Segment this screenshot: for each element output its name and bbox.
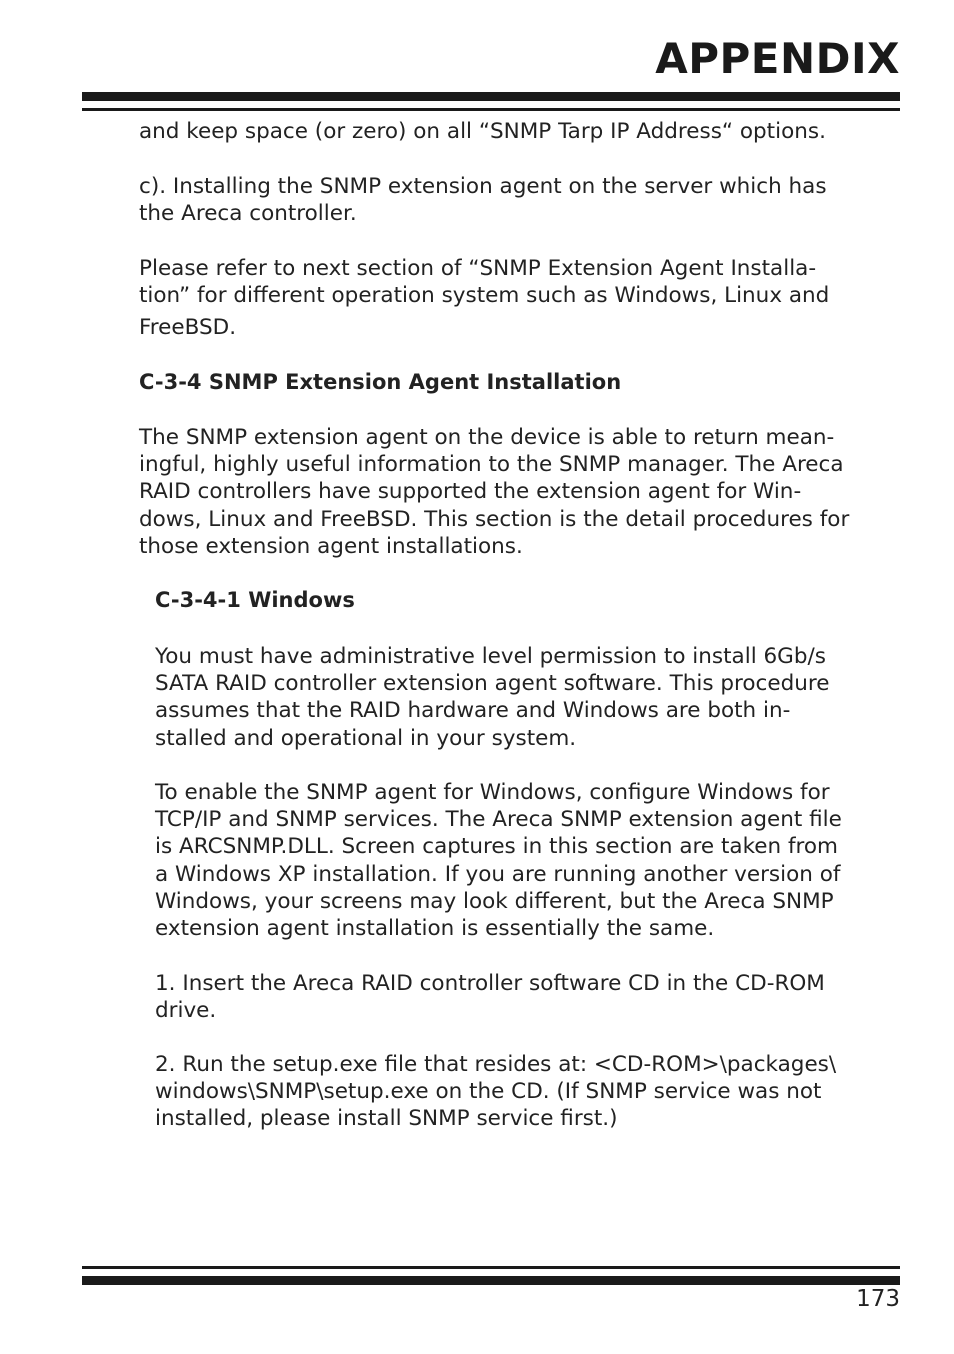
step-2-run-setup [155,1051,915,1133]
text-line: those extension agent installations. [139,533,523,559]
text-line: c). Installing the SNMP extension agent on the server which has [139,174,827,199]
text-line: To enable the SNMP agent for Windows, configure Windows for [155,780,830,805]
text-line: You must have administrative level permission to install 6Gb/s [155,644,826,669]
section-heading-c-3-4 [139,369,909,396]
paragraph-admin-permission [155,643,915,752]
text-line: 1. Insert the Areca RAID controller software CD in the CD-ROM [155,971,825,996]
heading-text: C-3-4-1 Windows [155,588,355,612]
text-line: The SNMP extension agent on the device is able to return mean- [139,425,835,450]
paragraph-extension-agent [139,424,909,560]
text-line: is ARCSNMP.DLL. Screen captures in this section are taken from [155,834,838,860]
footer-rule-thin [82,1266,900,1269]
footer-rule-thick [82,1276,900,1285]
section-heading-c-3-4-1 [155,587,915,614]
text-line: 2. Run the setup.exe file that resides at: <CD-ROM>\packages\ [155,1052,837,1077]
paragraph-enable-snmp [155,779,915,942]
text-line: stalled and operational in your system. [155,725,577,751]
text-line: windows\SNMP\setup.exe on the CD. (If SNMP service was not [155,1079,822,1105]
text-line: TCP/IP and SNMP services. The Areca SNMP extension agent file [155,807,842,833]
paragraph-installing-agent [139,173,909,227]
text-line: tion” for different operation system such as Windows, Linux and [139,283,830,309]
text-line: installed, please install SNMP service first.) [155,1106,618,1132]
text-line: a Windows XP installation. If you are running another version of [155,861,841,887]
page-header-title: APPENDIX [655,34,900,83]
text-line: FreeBSD. [139,315,237,341]
text-line: and keep space (or zero) on all “SNMP Tarp IP Address“ options. [139,119,826,144]
text-line: Windows, your screens may look different, but the Areca SNMP [155,888,834,914]
paragraph-refer-next-section [139,255,909,342]
text-line: SATA RAID controller extension agent software. This procedure [155,671,830,697]
page-number: 173 [856,1286,900,1312]
text-line: RAID controllers have supported the extension agent for Win- [139,479,802,505]
paragraph-snmp-trap [139,118,909,145]
text-line: drive. [155,998,217,1024]
text-line: assumes that the RAID hardware and Windows are both in- [155,698,791,724]
text-line: extension agent installation is essentially the same. [155,916,715,942]
header-rule-thick [82,92,900,101]
header-rule-thin [82,108,900,111]
text-line: dows, Linux and FreeBSD. This section is the detail procedures for [139,506,850,532]
text-line: the Areca controller. [139,201,357,227]
text-line: ingful, highly useful information to the SNMP manager. The Areca [139,452,844,478]
heading-text: C-3-4 SNMP Extension Agent Installation [139,370,622,394]
step-1-insert-cd [155,970,915,1024]
text-line: Please refer to next section of “SNMP Extension Agent Installa- [139,256,817,281]
